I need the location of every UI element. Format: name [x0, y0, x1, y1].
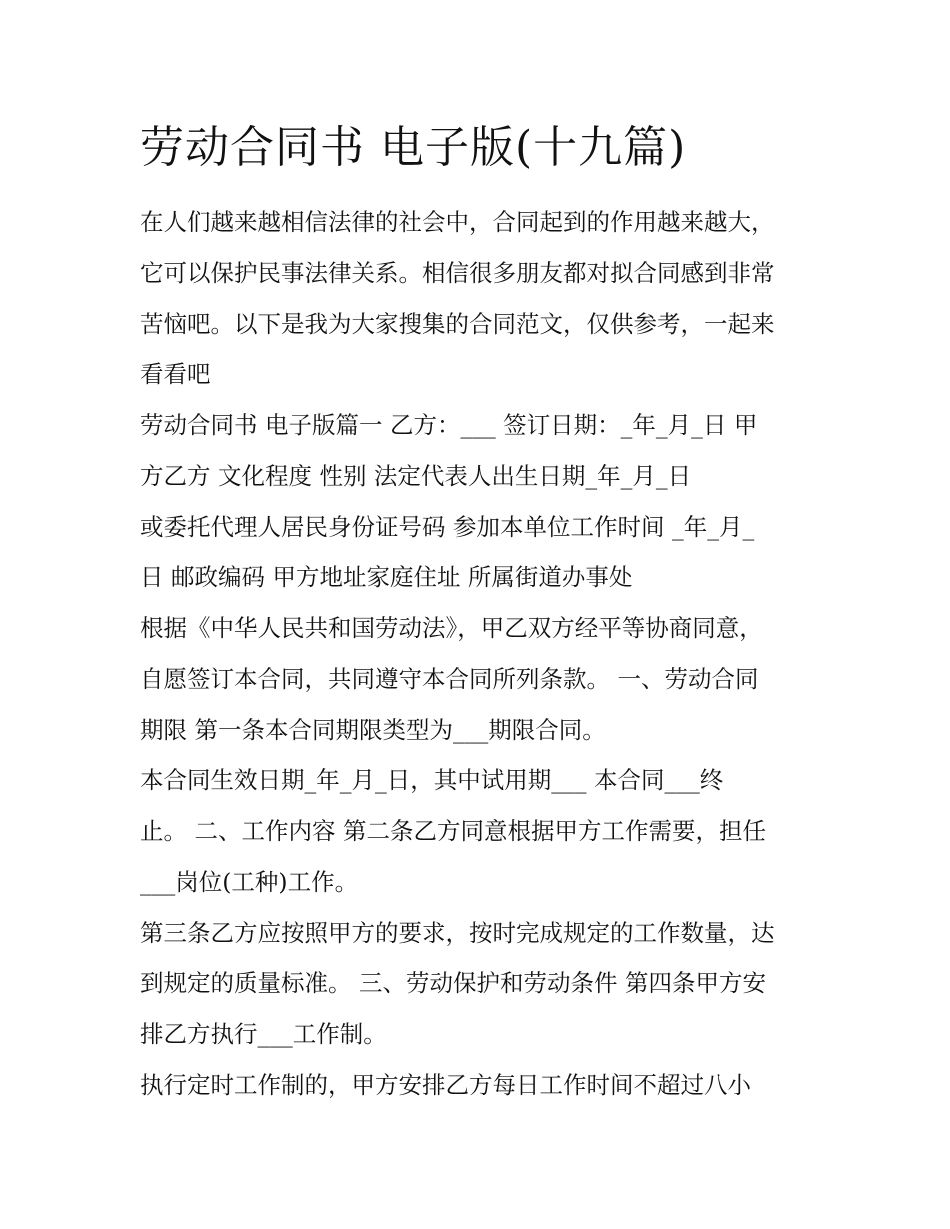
text-line: 日 邮政编码 甲方地址家庭住址 所属街道办事处	[140, 563, 633, 591]
text-line: 本合同生效日期_年_月_日，其中试用期___ 本合同___终	[140, 766, 724, 794]
text-line: 期限 第一条本合同期限类型为___期限合同。	[140, 716, 606, 744]
text-line: 到规定的质量标准。 三、劳动保护和劳动条件 第四条甲方安	[140, 969, 766, 997]
text-line: 根据《中华人民共和国劳动法》，甲乙双方经平等协商同意，	[140, 614, 763, 642]
text-line: 看看吧	[140, 360, 211, 388]
text-line: 止。 二、工作内容 第二条乙方同意根据甲方工作需要，担任	[140, 817, 766, 845]
text-line: 劳动合同书 电子版篇一 乙方：___ 签订日期：_年_月_日 甲	[140, 411, 758, 439]
text-line: 或委托代理人居民身份证号码 参加本单位工作时间 _年_月_	[140, 513, 755, 541]
text-line: 在人们越来越相信法律的社会中，合同起到的作用越来越大，	[140, 208, 775, 236]
text-line: 方乙方 文化程度 性别 法定代表人出生日期_年_月_日	[140, 462, 692, 490]
text-line: 排乙方执行___工作制。	[140, 1020, 387, 1048]
text-line: 执行定时工作制的，甲方安排乙方每日工作时间不超过八小	[140, 1071, 751, 1099]
text-line: 第三条乙方应按照甲方的要求，按时完成规定的工作数量，达	[140, 919, 775, 947]
text-line: ___岗位(工种)工作。	[140, 868, 359, 896]
text-line: 苦恼吧。以下是我为大家搜集的合同范文，仅供参考，一起来	[140, 310, 775, 338]
document-title: 劳动合同书 电子版(十九篇)	[140, 122, 687, 173]
text-line: 自愿签订本合同，共同遵守本合同所列条款。 一、劳动合同	[140, 665, 759, 693]
text-line: 它可以保护民事法律关系。相信很多朋友都对拟合同感到非常	[140, 259, 775, 287]
